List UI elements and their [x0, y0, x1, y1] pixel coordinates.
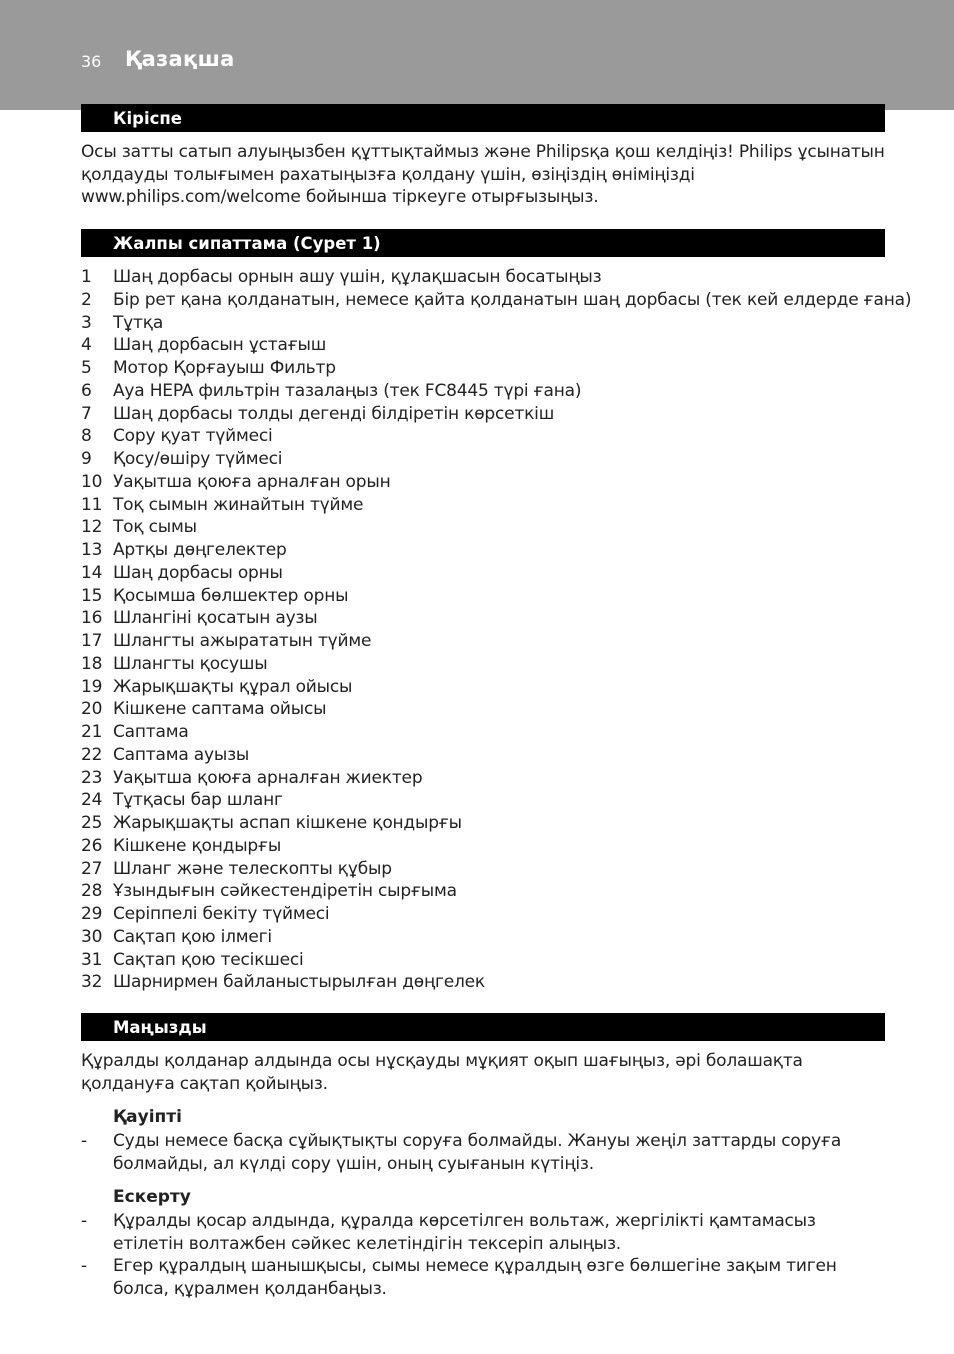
- list-item: [81, 698, 911, 721]
- bullet-text: Құралды қосар алдында, құралда көрсетілген вольтаж, жергілікті қамтамасыз етілетін волтажбен сәйкес келетіндігін тексеріп алыңыз.: [113, 1211, 816, 1254]
- item-number: 3: [81, 312, 92, 333]
- item-text: Тоқ сымы: [113, 517, 197, 538]
- list-item: [81, 835, 911, 858]
- item-number: 30: [81, 926, 103, 947]
- item-text: Серіппелі бекіту түймесі: [113, 904, 330, 924]
- item-text: Сақтап қою ілмегі: [113, 926, 272, 947]
- item-number: 2: [81, 289, 92, 310]
- language-title: Қазақша: [125, 47, 235, 71]
- item-text: Артқы дөңгелектер: [113, 540, 287, 560]
- list-item: [81, 926, 911, 949]
- item-number: 27: [81, 858, 103, 879]
- section-heading-general-description: Жалпы сипаттама (Сурет 1): [81, 229, 885, 257]
- item-text: Сақтап қою тесікшесі: [113, 949, 304, 970]
- item-text: Шланг және телескопты құбыр: [113, 858, 392, 879]
- item-text: Кішкене саптама ойысы: [113, 699, 327, 720]
- item-text: Шлангты қосушы: [113, 653, 268, 674]
- item-text: Шарнирмен байланыстырылған дөңгелек: [113, 972, 486, 993]
- item-text: Қосу/өшіру түймесі: [113, 449, 283, 469]
- list-item: [81, 357, 911, 380]
- item-text: Тұтқасы бар шланг: [113, 790, 283, 811]
- list-item: [81, 471, 911, 494]
- list-item: [81, 494, 911, 517]
- warning-item: [81, 1210, 891, 1255]
- list-item: [81, 562, 911, 585]
- item-text: Мотор Қорғауыш Фильтр: [113, 358, 336, 378]
- list-item: [81, 880, 911, 903]
- item-text: Кішкене қондырғы: [113, 835, 282, 856]
- list-item: [81, 971, 911, 994]
- section-heading-important: Маңызды: [81, 1013, 885, 1041]
- list-item: [81, 425, 911, 448]
- item-number: 29: [81, 904, 103, 924]
- list-item: [81, 676, 911, 699]
- item-text: Шаң дорбасы толды дегенді білдіретін көрсеткіш: [113, 403, 555, 424]
- item-number: 25: [81, 813, 103, 833]
- item-number: 4: [81, 335, 92, 356]
- bullet-dash: -: [81, 1256, 87, 1276]
- list-item: [81, 516, 911, 539]
- item-number: 14: [81, 562, 103, 583]
- list-item: [81, 607, 911, 630]
- item-number: 6: [81, 380, 92, 401]
- item-number: 19: [81, 676, 103, 697]
- item-number: 32: [81, 972, 103, 993]
- item-number: 13: [81, 540, 103, 560]
- list-item: [81, 858, 911, 881]
- item-text: Саптама ауызы: [113, 744, 250, 765]
- item-text: Қосымша бөлшектер орны: [113, 585, 349, 606]
- item-number: 23: [81, 767, 103, 788]
- item-text: Жарықшақты аспап кішкене қондырғы: [113, 813, 462, 833]
- item-text: Ұзындығын сәйкестендіретін сырғыма: [113, 881, 457, 902]
- item-number: 22: [81, 744, 103, 765]
- item-number: 28: [81, 881, 103, 902]
- list-item: [81, 949, 911, 972]
- item-text: Уақытша қоюға арналған орын: [113, 471, 391, 492]
- list-item: [81, 903, 911, 926]
- bullet-dash: -: [81, 1131, 87, 1151]
- item-text: Тоқ сымын жинайтын түйме: [113, 494, 364, 515]
- danger-heading: Қауіпті: [113, 1107, 182, 1127]
- list-item: [81, 767, 911, 790]
- list-item: [81, 721, 911, 744]
- bullet-text: Егер құралдың шанышқысы, сымы немесе құралдың өзге бөлшегіне зақым тиген болса, құралмен қолданбаңыз.: [113, 1256, 837, 1299]
- item-text: Бір рет қана қолданатын, немесе қайта қолданатын шаң дорбасы (тек кей елдерде ғана): [113, 289, 912, 310]
- warning-item: [81, 1255, 891, 1300]
- item-number: 24: [81, 790, 103, 811]
- item-number: 9: [81, 449, 92, 469]
- list-item: [81, 403, 911, 426]
- list-item: [81, 334, 911, 357]
- item-number: 10: [81, 471, 103, 492]
- list-item: [81, 653, 911, 676]
- item-text: Шаң дорбасы орнын ашу үшін, құлақшасын босатыңыз: [113, 267, 602, 287]
- bullet-dash: -: [81, 1211, 87, 1231]
- page-number: 36: [81, 52, 102, 71]
- list-item: [81, 812, 911, 835]
- item-text: Саптама: [113, 722, 189, 742]
- item-number: 18: [81, 653, 103, 674]
- item-number: 16: [81, 608, 103, 629]
- list-item: [81, 380, 911, 403]
- list-item: [81, 789, 911, 812]
- list-item: [81, 585, 911, 608]
- section-heading-introduction: Кіріспе: [81, 104, 885, 132]
- item-text: Шаң дорбасын ұстағыш: [113, 335, 327, 356]
- parts-list: [81, 266, 911, 994]
- item-text: Ауа HEPA фильтрін тазалаңыз (тек FC8445 түрі ғана): [113, 380, 582, 401]
- item-number: 26: [81, 835, 103, 856]
- list-item: [81, 630, 911, 653]
- list-item: [81, 744, 911, 767]
- danger-item: [81, 1130, 891, 1175]
- item-number: 12: [81, 517, 103, 538]
- item-text: Сору қуат түймесі: [113, 426, 273, 447]
- bullet-text: Суды немесе басқа сұйықтықты соруға болмайды. Жануы жеңіл заттарды соруға болмайды, ал күлді сору үшін, оның суығанын күтіңіз.: [113, 1131, 842, 1174]
- item-text: Уақытша қоюға арналған жиектер: [113, 767, 423, 788]
- item-number: 31: [81, 949, 103, 970]
- item-number: 5: [81, 358, 92, 378]
- list-item: [81, 289, 911, 312]
- item-text: Жарықшақты құрал ойысы: [113, 676, 353, 697]
- item-number: 21: [81, 722, 103, 742]
- important-paragraph: Құралды қолданар алдында осы нұсқауды мұқият оқып шағыңыз, әрі болашақта қолдануға сақтап қойыңыз.: [81, 1051, 803, 1094]
- item-number: 11: [81, 494, 103, 515]
- item-number: 20: [81, 699, 103, 720]
- warning-heading: Ескерту: [113, 1187, 191, 1207]
- list-item: [81, 448, 911, 471]
- list-item: [81, 312, 911, 335]
- item-text: Шлангіні қосатын аузы: [113, 608, 318, 629]
- item-text: Шаң дорбасы орны: [113, 562, 283, 583]
- list-item: [81, 266, 911, 289]
- intro-paragraph: Осы затты сатып алуыңызбен құттықтаймыз және Philipsқа қош келдіңіз! Philips ұсынатын қолдауды толығымен рахатыңызға қолдану үшін, өзіңіздің өніміңізді www.philips.com/welcome бойынша тіркеуге отырғызыңыз.: [81, 142, 885, 208]
- list-item: [81, 539, 911, 562]
- item-text: Тұтқа: [113, 312, 164, 333]
- item-number: 15: [81, 585, 103, 606]
- item-number: 1: [81, 267, 92, 287]
- item-number: 7: [81, 403, 92, 424]
- item-number: 17: [81, 631, 103, 651]
- item-text: Шлангты ажырататын түйме: [113, 631, 372, 651]
- item-number: 8: [81, 426, 92, 447]
